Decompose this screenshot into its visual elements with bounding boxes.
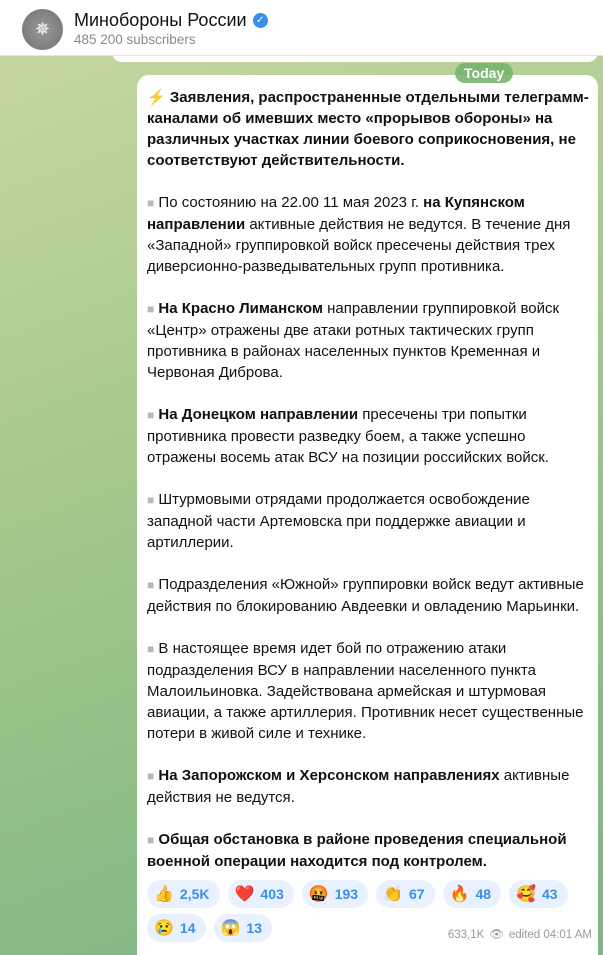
reaction-count: 67 xyxy=(408,886,425,902)
fire-icon: 🔥 xyxy=(449,886,470,903)
bold-text: На Красно Лиманском xyxy=(158,300,323,317)
bullet-icon: ■ xyxy=(147,769,155,783)
reaction-love[interactable] xyxy=(509,880,568,908)
bullet-icon: ■ xyxy=(147,833,155,847)
paragraph xyxy=(147,489,592,553)
reaction-cry[interactable] xyxy=(147,914,206,942)
paragraph xyxy=(147,192,592,277)
text: В настоящее время идет бой по отражению атаки подразделения ВСУ в направлении населенного пункта Малоильиновка. Задействована армейская и штурмовая авиации, а также артиллерия. Противник несет существенные потери в живой силе и технике. xyxy=(147,640,584,742)
clap-icon: 👏 xyxy=(383,886,403,903)
reaction-count: 13 xyxy=(246,920,262,936)
reaction-thumbs-up[interactable] xyxy=(147,880,220,908)
reaction-clap[interactable] xyxy=(376,880,435,908)
lightning-icon: ⚡ xyxy=(147,89,166,106)
reaction-count: 2,5K xyxy=(179,886,210,902)
bold-text: Заявления, распространенные отдельными телеграмм-каналами об имевших место «прорывов обороны» на различных участках линии боевого соприкосновения, не соответствуют действительности. xyxy=(147,89,589,169)
smiling-hearts-icon: 🥰 xyxy=(516,886,536,903)
bullet-icon: ■ xyxy=(147,578,155,592)
text: направлении группировкой войск «Центр» отражены две атаки ротных тактических групп противника в районах населенных пунктов Кременная и Червоная Диброва. xyxy=(147,300,560,381)
bold-text: На Запорожском и Херсонском направлениях xyxy=(158,767,500,784)
bold-text: на Купянском направлении xyxy=(147,194,525,233)
reaction-fire[interactable] xyxy=(443,880,502,908)
crying-face-icon: 😢 xyxy=(154,920,174,937)
message-bubble xyxy=(137,75,598,955)
text: По состоянию на 22.00 11 мая 2023 г. xyxy=(158,194,424,211)
reactions xyxy=(147,880,592,942)
reaction-count: 43 xyxy=(541,886,558,902)
message-meta xyxy=(448,928,592,942)
subscriber-count: 485 200 subscribers xyxy=(74,32,196,47)
channel-header[interactable] xyxy=(0,0,603,56)
paragraph xyxy=(147,638,592,744)
paragraph xyxy=(147,404,592,468)
eye-icon: 👁 xyxy=(489,929,504,941)
paragraph xyxy=(147,87,592,171)
bullet-icon: ■ xyxy=(147,642,155,656)
reaction-count: 48 xyxy=(475,886,492,902)
bullet-icon: ■ xyxy=(147,196,155,210)
bold-text: На Донецком направлении xyxy=(158,406,359,423)
view-count: 633,1K xyxy=(447,929,485,941)
text: активные действия не ведутся. xyxy=(147,767,570,806)
reaction-heart[interactable] xyxy=(228,880,294,908)
verified-icon: ✓ xyxy=(253,13,268,28)
message-text xyxy=(147,87,592,872)
reaction-scream[interactable] xyxy=(214,914,273,942)
channel-title xyxy=(74,10,268,31)
text: активные действия не ведутся. В течение дня «Западной» группировкой войск пресечены действия трех диверсионно-разведывательных групп противника. xyxy=(147,216,571,275)
heart-icon: ❤️ xyxy=(234,886,255,903)
channel-name: Минобороны России xyxy=(74,10,247,30)
reaction-count: 403 xyxy=(260,886,284,902)
reaction-count: 14 xyxy=(179,920,196,936)
paragraph xyxy=(147,829,592,872)
bullet-icon: ■ xyxy=(147,493,155,507)
thumbs-up-icon: 👍 xyxy=(154,886,174,903)
text: Штурмовыми отрядами продолжается освобождение западной части Артемовска при поддержке авиации и артиллерии. xyxy=(147,491,530,551)
text: пресечены три попытки противника провести разведку боем, а также успешно отражены восемь атак ВСУ на позиции российских войск. xyxy=(147,406,549,466)
bullet-icon: ■ xyxy=(147,408,155,422)
bullet-icon: ■ xyxy=(147,302,155,316)
date-badge: Today xyxy=(455,63,513,83)
angry-face-icon: 🤬 xyxy=(308,886,329,903)
paragraph xyxy=(147,298,592,383)
bold-text: Общая обстановка в районе проведения специальной военной операции находится под контролем. xyxy=(147,831,567,870)
text: Подразделения «Южной» группировки войск ведут активные действия по блокированию Авдеевки и овладению Марьинки. xyxy=(147,576,584,615)
reaction-count: 193 xyxy=(334,886,359,902)
paragraph xyxy=(147,765,592,808)
screaming-face-icon: 😱 xyxy=(220,920,241,937)
paragraph xyxy=(147,574,592,617)
edited-time: edited 04:01 AM xyxy=(508,929,592,941)
reaction-angry[interactable] xyxy=(302,880,368,908)
channel-avatar[interactable]: ✵ xyxy=(22,9,63,50)
